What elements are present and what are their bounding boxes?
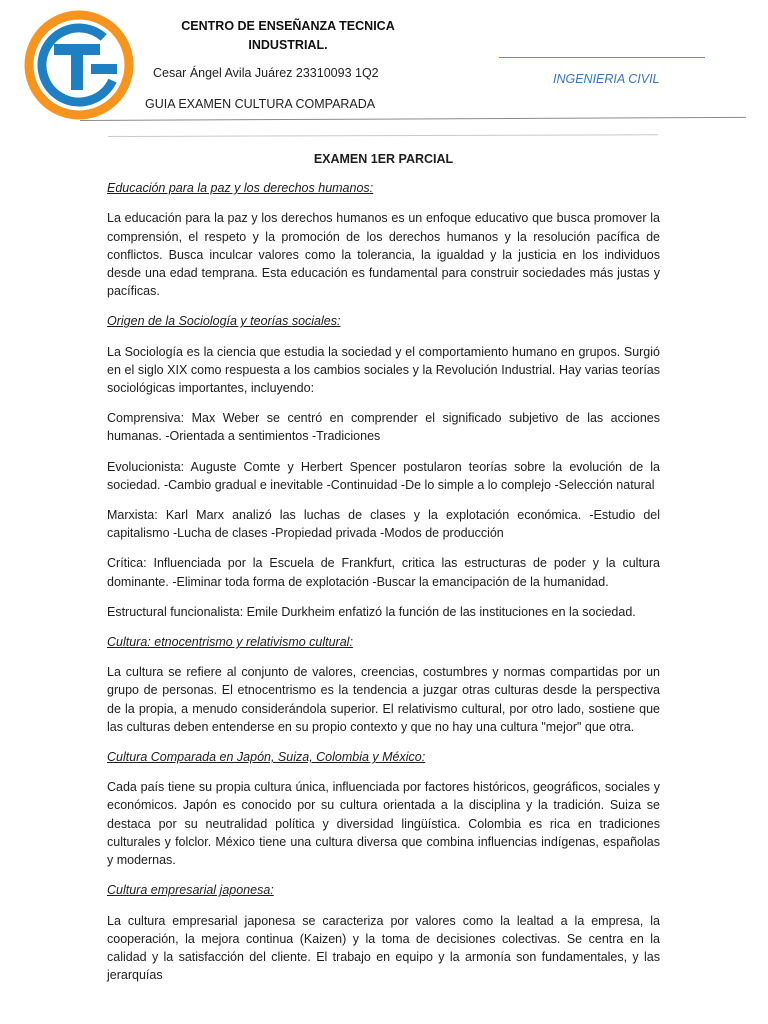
- institution-name-line1: CENTRO DE ENSEÑANZA TECNICA: [181, 19, 395, 33]
- section-heading: Cultura Comparada en Japón, Suiza, Colombia y México:: [107, 750, 426, 765]
- paragraph: Evolucionista: Auguste Comte y Herbert Spencer postularon teorías sobre la evolución de la sociedad. -Cambio gradual e inevitable -Continuidad -De lo simple a lo complejo -Selección natural: [107, 459, 660, 492]
- paragraph: Estructural funcionalista: Emile Durkheim enfatizó la función de las instituciones en la sociedad.: [107, 604, 636, 619]
- header-divider: [80, 117, 746, 121]
- paragraph: Crítica: Influenciada por la Escuela de Frankfurt, critica las estructuras de poder y la cultura dominante. -Eliminar toda forma de explotación -Buscar la emancipación de la humanidad.: [107, 556, 660, 589]
- guide-title: GUIA EXAMEN CULTURA COMPARADA: [145, 97, 376, 111]
- paragraph: La cultura empresarial japonesa se caracteriza por valores como la lealtad a la empresa, la cooperación, la mejora continua (Kaizen) y la toma de decisiones colectivas. Se centra en la calidad y la satisfacción del cliente. El trabajo en equipo y la armonía son fundamentales, y las jerarquías: [107, 913, 660, 983]
- paragraph: La cultura se refiere al conjunto de valores, creencias, costumbres y normas compartidas por un grupo de personas. El etnocentrismo es la tendencia a juzgar otras culturas desde la perspectiva de la propia, a menudo considerándola superior. El relativismo cultural, por otro lado, sostiene que las culturas deben entenderse en su propio contexto y que no hay una cultura "mejor" que otra.: [107, 665, 660, 734]
- paragraph: La Sociología es la ciencia que estudia la sociedad y el comportamiento humano en grupos. Surgió en el siglo XIX como respuesta a los cambios sociales y la Revolución Industrial. Hay varias teorías sociológicas importantes, incluyendo:: [107, 344, 660, 396]
- section-heading: Cultura empresarial japonesa:: [107, 883, 274, 898]
- exam-title: EXAMEN 1ER PARCIAL: [313, 152, 454, 166]
- paragraph: Comprensiva: Max Weber se centró en comprender el significado subjetivo de las acciones humanas. -Orientada a sentimientos -Tradiciones: [107, 411, 660, 444]
- paragraph: La educación para la paz y los derechos humanos es un enfoque educativo que busca promover la comprensión, el respeto y la promoción de los derechos humanos y la resolución pacífica de conflictos. Busca inculcar valores como la tolerancia, la igualdad y la justicia en los individuos desde una edad temprana. Esta educación es fundamental para construir sociedades más justas y pacíficas.: [107, 211, 660, 299]
- institution-name-line2: INDUSTRIAL.: [248, 38, 328, 52]
- section-heading: Educación para la paz y los derechos humanos:: [107, 181, 374, 196]
- ceti-logo-icon: [22, 8, 136, 122]
- career-divider: [499, 57, 705, 58]
- career-name: INGENIERIA CIVIL: [553, 72, 660, 86]
- section-heading: Cultura: etnocentrismo y relativismo cultural:: [107, 635, 353, 650]
- student-info: Cesar Ángel Avila Juárez 23310093 1Q2: [153, 66, 379, 80]
- paragraph: Marxista: Karl Marx analizó las luchas de clases y la explotación económica. -Estudio del capitalismo -Lucha de clases -Propiedad privada -Modos de producción: [107, 508, 660, 541]
- header-divider-secondary: [108, 134, 658, 137]
- section-heading: Origen de la Sociología y teorías sociales:: [107, 314, 341, 329]
- document-body: [107, 150, 660, 996]
- institution-name: [160, 17, 416, 55]
- paragraph: Cada país tiene su propia cultura única, influenciada por factores históricos, geográficos, sociales y económicos. Japón es conocido por su cultura orientada a la disciplina y la tradición. Suiza se destaca por su neutralidad política y diversidad lingüística. Colombia es rica en tradiciones culturales y folclor. México tiene una cultura diversa que combina influencias indígenas, españolas y modernas.: [107, 780, 660, 868]
